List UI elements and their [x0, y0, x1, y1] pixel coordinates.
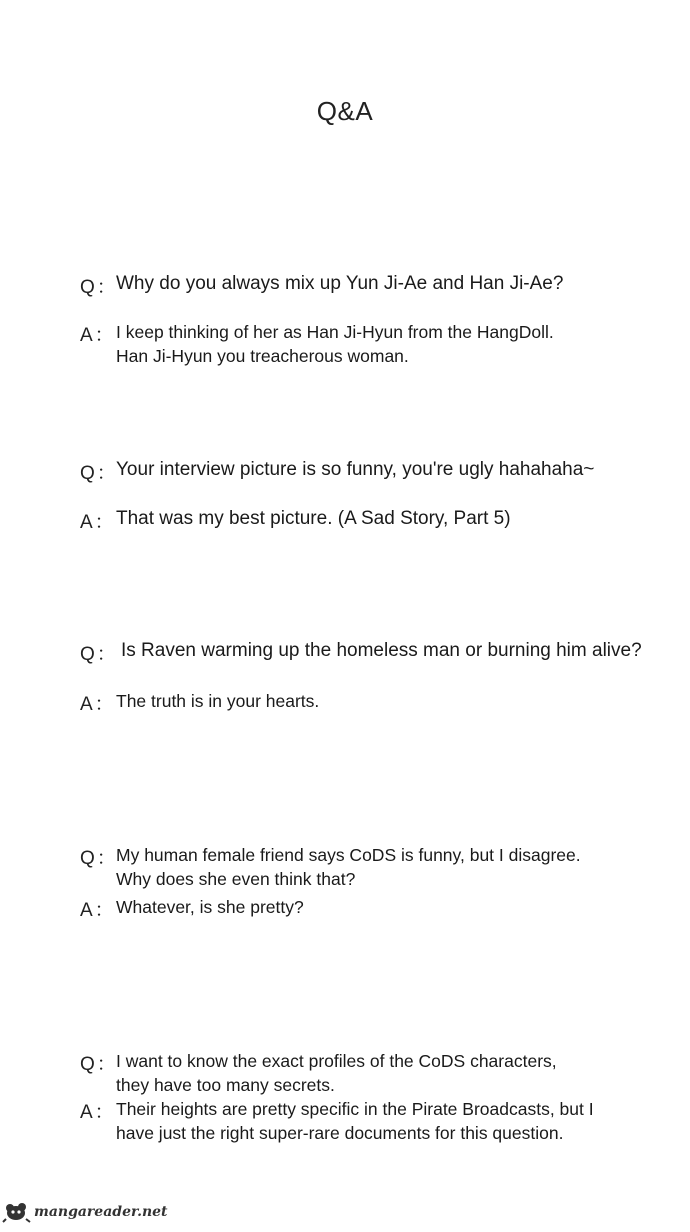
answer-text [116, 895, 304, 919]
answer-text [116, 689, 319, 713]
question-text [116, 843, 581, 891]
question-text [116, 639, 642, 663]
question-4 [80, 843, 680, 891]
answer-marker: A： [80, 325, 116, 346]
answer-line: Han Ji-Hyun you treacherous woman. [116, 346, 409, 366]
answer-text [116, 1097, 594, 1145]
answer-text [116, 320, 554, 368]
answer-marker: A： [80, 694, 116, 715]
mascot-icon [2, 1201, 32, 1223]
answer-line: Their heights are pretty specific in the Pirate Broadcasts, but I [116, 1099, 594, 1119]
answer-marker: A： [80, 512, 116, 533]
answer-2 [80, 507, 680, 534]
watermark-logo [2, 1198, 168, 1226]
answer-marker: A： [80, 900, 116, 921]
question-marker: Q： [80, 463, 118, 484]
answer-line: The truth is in your hearts. [116, 691, 320, 711]
page-title: Q&A [316, 96, 374, 126]
question-line: Is Raven warming up the homeless man or burning him alive? [121, 640, 642, 661]
question-marker: Q： [80, 644, 118, 665]
question-text [116, 1049, 557, 1097]
answer-marker: A： [80, 1102, 116, 1123]
question-line: Your interview picture is so funny, you're ugly hahahaha~ [116, 459, 595, 480]
answer-5 [80, 1097, 680, 1145]
question-text [116, 272, 563, 296]
question-1 [80, 272, 680, 299]
question-line: Why does she even think that? [116, 869, 356, 889]
answer-text [116, 507, 511, 531]
answer-3 [80, 689, 680, 716]
answer-line: That was my best picture. (A Sad Story, Part 5) [116, 508, 511, 529]
watermark-text: mangareader.net [34, 1204, 168, 1220]
question-text [116, 458, 594, 482]
question-line: they have too many secrets. [116, 1075, 335, 1095]
question-5 [80, 1049, 680, 1097]
question-marker: Q： [80, 848, 118, 869]
question-line: My human female friend says CoDS is funny, but I disagree. [116, 845, 581, 865]
question-3 [80, 639, 680, 666]
answer-4 [80, 895, 680, 922]
question-line: Why do you always mix up Yun Ji-Ae and Han Ji-Ae? [116, 273, 564, 294]
question-marker: Q： [80, 277, 118, 298]
question-line: I want to know the exact profiles of the CoDS characters, [116, 1051, 557, 1071]
question-2 [80, 458, 680, 485]
question-marker: Q： [80, 1054, 118, 1075]
answer-line: Whatever, is she pretty? [116, 897, 304, 917]
answer-1 [80, 320, 680, 368]
answer-line: have just the right super-rare documents for this question. [116, 1123, 564, 1143]
answer-line: I keep thinking of her as Han Ji-Hyun from the HangDoll. [116, 322, 554, 342]
